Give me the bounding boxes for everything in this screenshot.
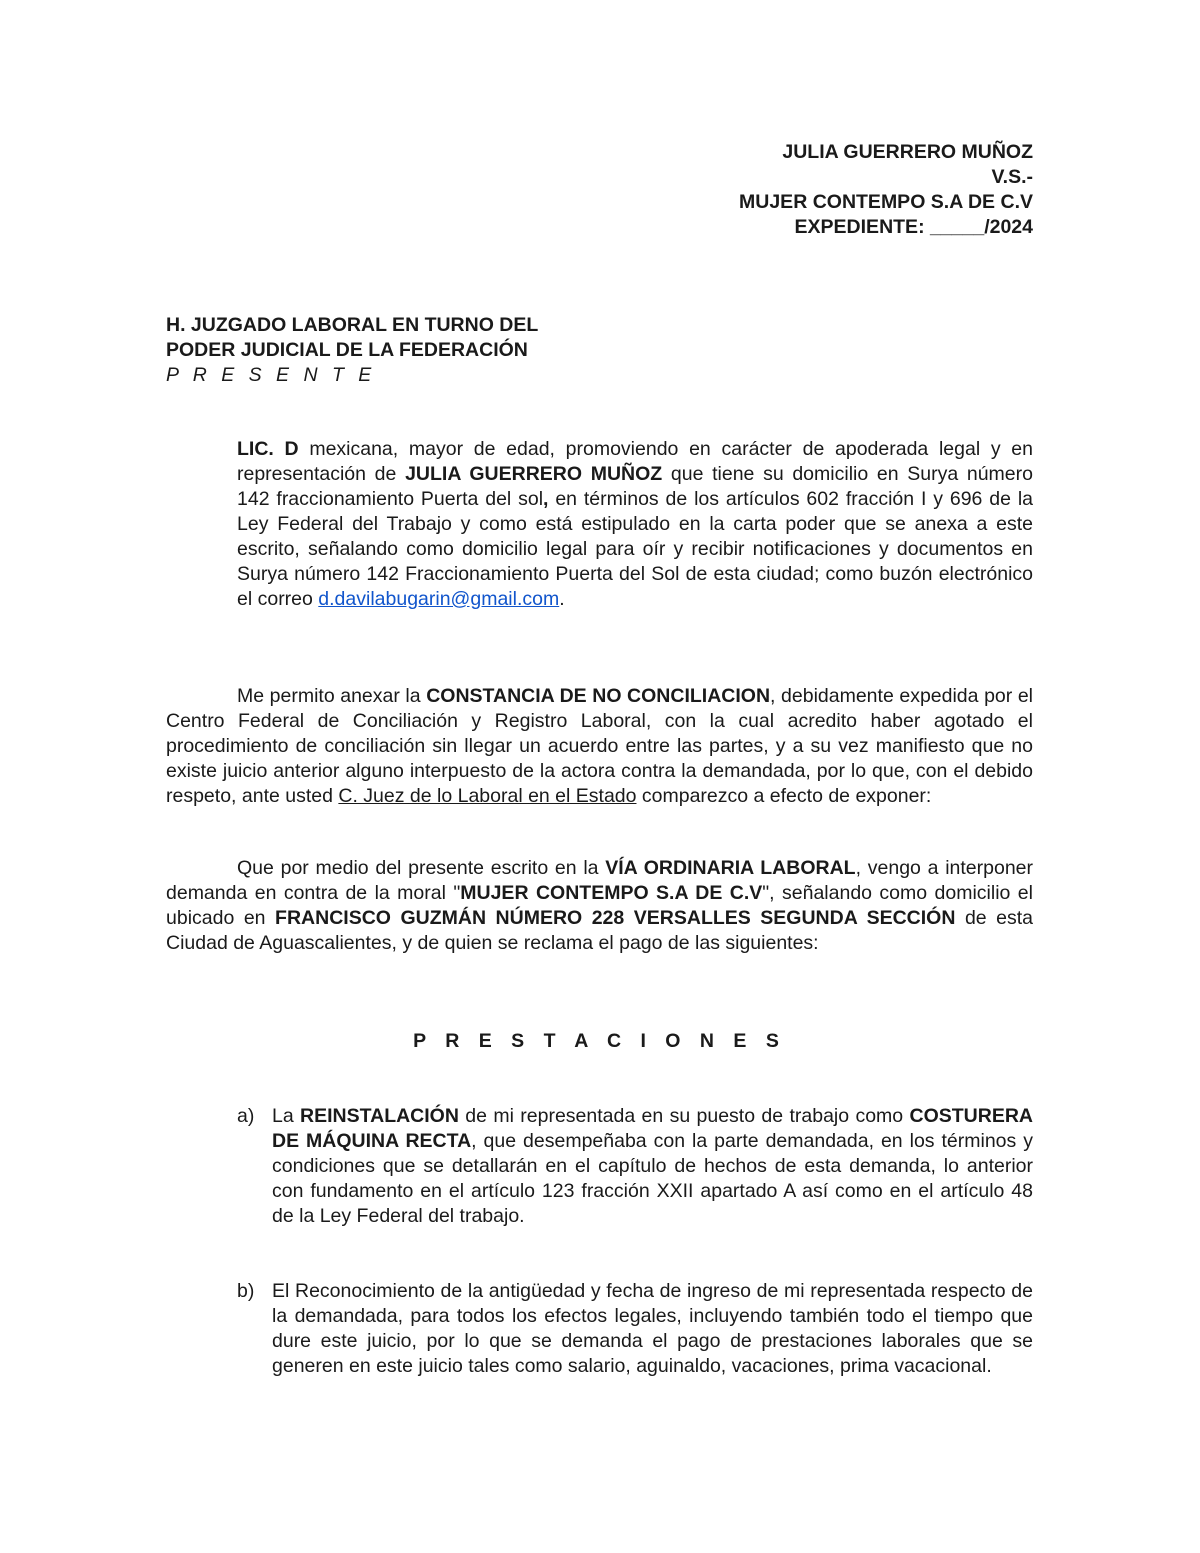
intro-text-2: que tiene su domicilio en Surya número 142 fraccionamiento Puerta del sol: [237, 463, 1033, 510]
list-item-text: El Reconocimiento de la antigüedad y fecha de ingreso de mi representada respecto de la demandada, para todos los efectos legales, incluyendo también todo el tiempo que dure este juicio, por lo que se demanda el pago de prestaciones laborales que se generen en este juicio tales como salario, aguinaldo, vacaciones, prima vacacional.: [272, 1280, 1033, 1377]
annex-text-1: Me permito anexar la: [237, 685, 427, 707]
actor-name: JULIA GUERRERO MUÑOZ: [782, 141, 1033, 163]
annex-judge: C. Juez de lo Laboral en el Estado: [338, 785, 637, 807]
case-number: EXPEDIENTE: _____/2024: [794, 216, 1033, 238]
claim-paragraph: [166, 856, 1033, 956]
represented-name: JULIA GUERRERO MUÑOZ: [405, 463, 663, 485]
item-a-puesto: COSTURERA DE MÁQUINA RECTA: [272, 1105, 1034, 1152]
item-a-text-1: La: [272, 1105, 301, 1127]
intro-comma: ,: [543, 488, 549, 510]
claim-text-3: ", señalando como domicilio el ubicado en: [166, 882, 1033, 929]
versus-label: V.S.-: [991, 166, 1033, 188]
intro-paragraph: [237, 437, 1033, 612]
case-caption: [600, 140, 1033, 240]
defendant-name: MUJER CONTEMPO S.A DE C.V: [739, 191, 1033, 213]
addressee-block: [166, 313, 766, 388]
intro-text-1: mexicana, mayor de edad, promoviendo en carácter de apoderada legal y en representación de: [237, 438, 1033, 485]
claim-company: MUJER CONTEMPO S.A DE C.V: [460, 882, 763, 904]
presente-label: P R E S E N T E: [166, 364, 376, 386]
annex-constancia: CONSTANCIA DE NO CONCILIACION: [426, 685, 771, 707]
intro-end: .: [559, 588, 565, 610]
annex-paragraph: [166, 684, 1033, 809]
claim-via: VÍA ORDINARIA LABORAL: [605, 857, 856, 879]
item-a-reinstalacion: REINSTALACIÓN: [300, 1105, 459, 1127]
claim-text-2: , vengo a interponer demanda en contra de la moral ": [166, 857, 1034, 904]
list-item: [237, 1279, 1033, 1379]
prestaciones-heading: P R E S T A C I O N E S: [413, 1030, 786, 1052]
annex-text-2: , debidamente expedida por el Centro Federal de Conciliación y Registro Laboral, con la cual acredito haber agotado el procedimiento de conciliación sin llegar un acuerdo entre las partes, y a su vez manifiesto que no existe juicio anterior alguno interpuesto de la actora contra la demandada, por lo que, con el debido respeto, ante usted: [166, 685, 1033, 807]
court-line-2: PODER JUDICIAL DE LA FEDERACIÓN: [166, 339, 528, 361]
attorney-name: LIC. D: [237, 438, 299, 460]
item-a-text-2: de mi representada en su puesto de trabajo como: [458, 1105, 910, 1127]
list-marker: b): [237, 1280, 255, 1302]
claim-text-4: de esta Ciudad de Aguascalientes, y de quien se reclama el pago de las siguientes:: [166, 907, 1034, 954]
list-marker: a): [237, 1105, 255, 1127]
list-item: [237, 1104, 1033, 1229]
court-line-1: H. JUZGADO LABORAL EN TURNO DEL: [166, 314, 539, 336]
item-a-text-3: , que desempeñaba con la parte demandada, en los términos y condiciones que se detallarán en el capítulo de hechos de esta demanda, lo anterior con fundamento en el artículo 123 fracción XXII apartado A así como en el artículo 48 de la Ley Federal del trabajo.: [272, 1130, 1033, 1227]
annex-text-3: comparezco a efecto de exponer:: [636, 785, 932, 807]
intro-text-3: en términos de los artículos 602 fracción I y 696 de la Ley Federal del Trabajo y como está estipulado en la carta poder que se anexa a este escrito, señalando como domicilio legal para oír y recibir notificaciones y documentos en Surya número 142 Fraccionamiento Puerta del Sol de esta ciudad; como buzón electrónico el correo: [237, 488, 1033, 610]
list-item-text: [272, 1104, 1033, 1229]
email-link[interactable]: d.davilabugarin@gmail.com: [318, 588, 560, 610]
claim-text-1: Que por medio del presente escrito en la: [237, 857, 606, 879]
claim-address: FRANCISCO GUZMÁN NÚMERO 228 VERSALLES SEGUNDA SECCIÓN: [275, 907, 956, 929]
